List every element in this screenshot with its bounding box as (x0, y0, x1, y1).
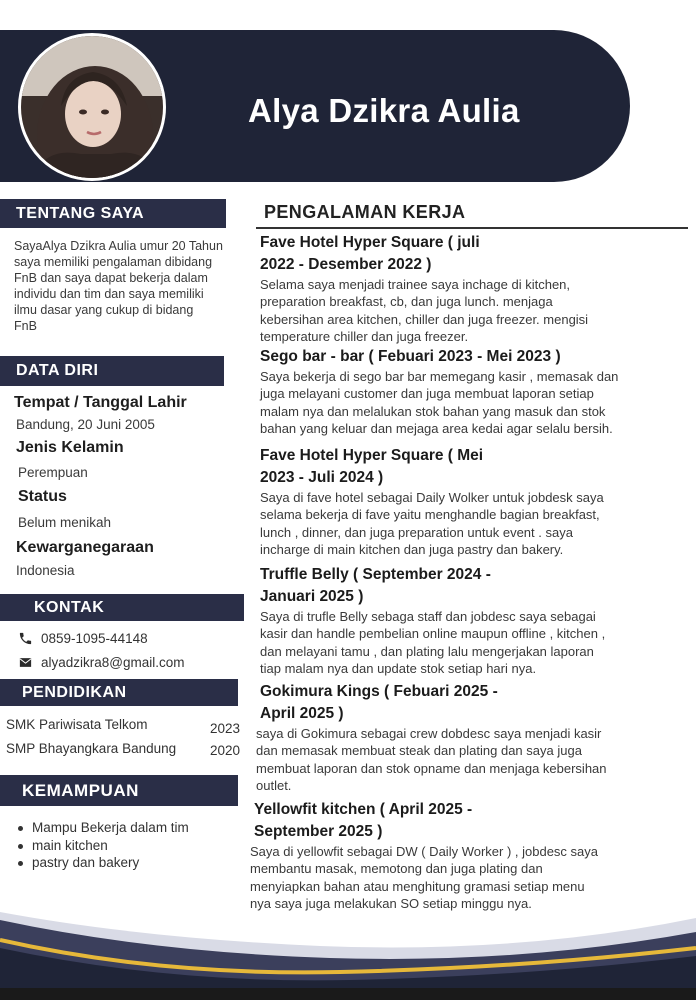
job-desc-line: lunch , dinner, dan juga preparation untuk event . saya (260, 524, 573, 540)
job-desc-line: dan memasak membuat steak dan plating dan saya juga (256, 743, 582, 759)
about-line: individu dan tim dan saya memiliki (14, 287, 204, 301)
contact-email[interactable]: alyadzikra8@gmail.com (41, 655, 185, 670)
job-title-line: Fave Hotel Hyper Square ( juli (260, 234, 480, 251)
job-title-line: April 2025 ) (260, 705, 344, 722)
about-text (14, 238, 244, 334)
job-desc-line: Saya bekerja di sego bar bar memegang kasir , memasak dan (260, 369, 619, 384)
profile-photo (18, 33, 166, 181)
top-margin (0, 0, 696, 30)
email-icon (18, 655, 33, 670)
job-desc-line: bahan yang keluar dan mejaga area kedai agar selalu bersih. (260, 421, 613, 437)
job-desc-line: outlet. (256, 778, 292, 794)
job-title (260, 564, 670, 608)
job-desc-line: membuat laporan dan stok opname dan menjaga kebersihan (256, 760, 607, 776)
contact-phone[interactable]: 0859-1095-44148 (41, 631, 148, 646)
job-entry (260, 564, 670, 678)
section-skills-header (0, 775, 238, 806)
job-title-line: 2022 - Desember 2022 ) (260, 256, 432, 273)
section-contact-title: KONTAK (34, 598, 105, 616)
contact-phone-row (18, 631, 148, 646)
job-title-line: Januari 2025 ) (260, 588, 364, 605)
section-about-title: TENTANG SAYA (16, 204, 145, 222)
job-title-line: Fave Hotel Hyper Square ( Mei (260, 447, 484, 464)
job-desc-line: tiap malam nya dan update stok setiap hari nya. (260, 661, 537, 677)
job-description (260, 489, 670, 559)
job-desc-line: preparation breakfast, cb, dan juga lunch. menjaga (260, 294, 553, 310)
education-year: 2020 (209, 743, 240, 758)
gender-value: Perempuan (18, 465, 88, 480)
job-title-line: Yellowfit kitchen ( April 2025 - (254, 801, 473, 818)
job-desc-line: Saya di yellowfit sebagai DW ( Daily Worker ) , jobdesc saya (250, 844, 598, 859)
about-line: SayaAlya Dzikra Aulia umur 20 Tahun (14, 239, 223, 253)
section-personal-title: DATA DIRI (16, 362, 99, 379)
section-personal-header (0, 356, 224, 386)
job-title (260, 346, 670, 368)
job-entry (260, 445, 670, 559)
job-title-line: Gokimura Kings ( Febuari 2025 - (260, 683, 498, 700)
job-title (250, 799, 670, 843)
footer-waves (0, 898, 696, 1000)
gender-label: Jenis Kelamin (16, 439, 124, 456)
job-entry (256, 681, 676, 795)
job-desc-line: kebersihan area kitchen, chiller dan juga freezer. mengisi (260, 311, 589, 327)
section-contact-header (0, 594, 244, 621)
phone-icon (18, 631, 33, 646)
job-desc-line: Saya di trufle Belly sebaga staff dan jobdesc saya sebagai (260, 609, 596, 624)
status-value: Belum menikah (18, 515, 112, 530)
job-title (260, 445, 670, 489)
about-line: saya memiliki pengalaman dibidang (14, 255, 213, 269)
education-school: SMK Pariwisata Telkom (6, 717, 148, 732)
job-title (260, 232, 670, 276)
job-desc-line: dan melayani tamu , dan plating lalu mengerjakan laporan (260, 643, 594, 659)
job-desc-line: malam nya dan melalukan stok bahan yang masuk dan stok (260, 403, 606, 419)
about-line: FnB dan saya dapat bekerja dalam (14, 271, 208, 285)
job-description (260, 276, 670, 346)
section-education-header (0, 679, 238, 706)
education-year: 2023 (209, 721, 240, 736)
skill-item: pastry dan bakery (18, 854, 189, 872)
education-item (6, 717, 240, 736)
job-title-line: Truffle Belly ( September 2024 - (260, 566, 491, 583)
about-line: FnB (14, 319, 37, 333)
section-about-header (0, 199, 226, 228)
job-desc-line: juga melayani customer dan juga membuat laporan setiap (260, 386, 594, 402)
job-title-line: September 2025 ) (254, 823, 383, 840)
skill-item: Mampu Bekerja dalam tim (18, 819, 189, 837)
birth-value: Bandung, 20 Juni 2005 (16, 417, 155, 432)
about-line: ilmu dasar yang cukup di bidang (14, 303, 194, 317)
job-entry (260, 346, 670, 438)
job-desc-line: nya saya juga melakukan SO setiap minggu nya. (250, 896, 532, 912)
citizenship-label: Kewarganegaraan (16, 539, 154, 556)
skills-list (18, 819, 189, 872)
experience-divider (256, 227, 688, 229)
person-name: Alya Dzikra Aulia (248, 92, 520, 129)
job-desc-line: kasir dan handle pembelian online maupun offline , kitchen , (260, 626, 606, 642)
job-desc-line: Saya di fave hotel sebagai Daily Wolker untuk jobdesk saya (260, 490, 604, 505)
contact-email-row (18, 655, 185, 670)
status-label: Status (18, 488, 67, 505)
job-desc-line: Selama saya menjadi trainee saya inchage di kitchen, (260, 277, 571, 292)
education-item (6, 741, 240, 758)
job-desc-line: menyiapkan bahan atau menghitung gramasi setiap menu (250, 878, 585, 894)
job-desc-line: saya di Gokimura sebagai crew dobdesc saya menjadi kasir (256, 726, 602, 741)
job-title-line: Sego bar - bar ( Febuari 2023 - Mei 2023 ) (260, 348, 561, 365)
job-entry (250, 799, 670, 913)
section-skills-title: KEMAMPUAN (22, 780, 139, 800)
education-school: SMP Bhayangkara Bandung (6, 741, 177, 756)
job-description (260, 368, 670, 438)
job-desc-line: membantu masak, memotong dan juga plating dan (250, 861, 543, 877)
job-desc-line: temperature chiller dan juga freezer. (260, 329, 469, 345)
job-title-line: 2023 - Juli 2024 ) (260, 469, 384, 486)
job-entry (260, 232, 670, 346)
job-description (260, 608, 670, 678)
section-education-title: PENDIDIKAN (22, 683, 127, 701)
skill-item: main kitchen (18, 837, 189, 855)
experience-heading: PENGALAMAN KERJA (264, 202, 466, 222)
job-desc-line: incharge di main kitchen dan juga pastry dan bakery. (260, 542, 564, 558)
job-desc-line: selama bekerja di fave yaitu menghandle bagian breakfast, (260, 507, 600, 523)
citizenship-value: Indonesia (16, 563, 75, 578)
job-title (256, 681, 676, 725)
birth-label: Tempat / Tanggal Lahir (14, 394, 187, 411)
job-description (256, 725, 676, 795)
